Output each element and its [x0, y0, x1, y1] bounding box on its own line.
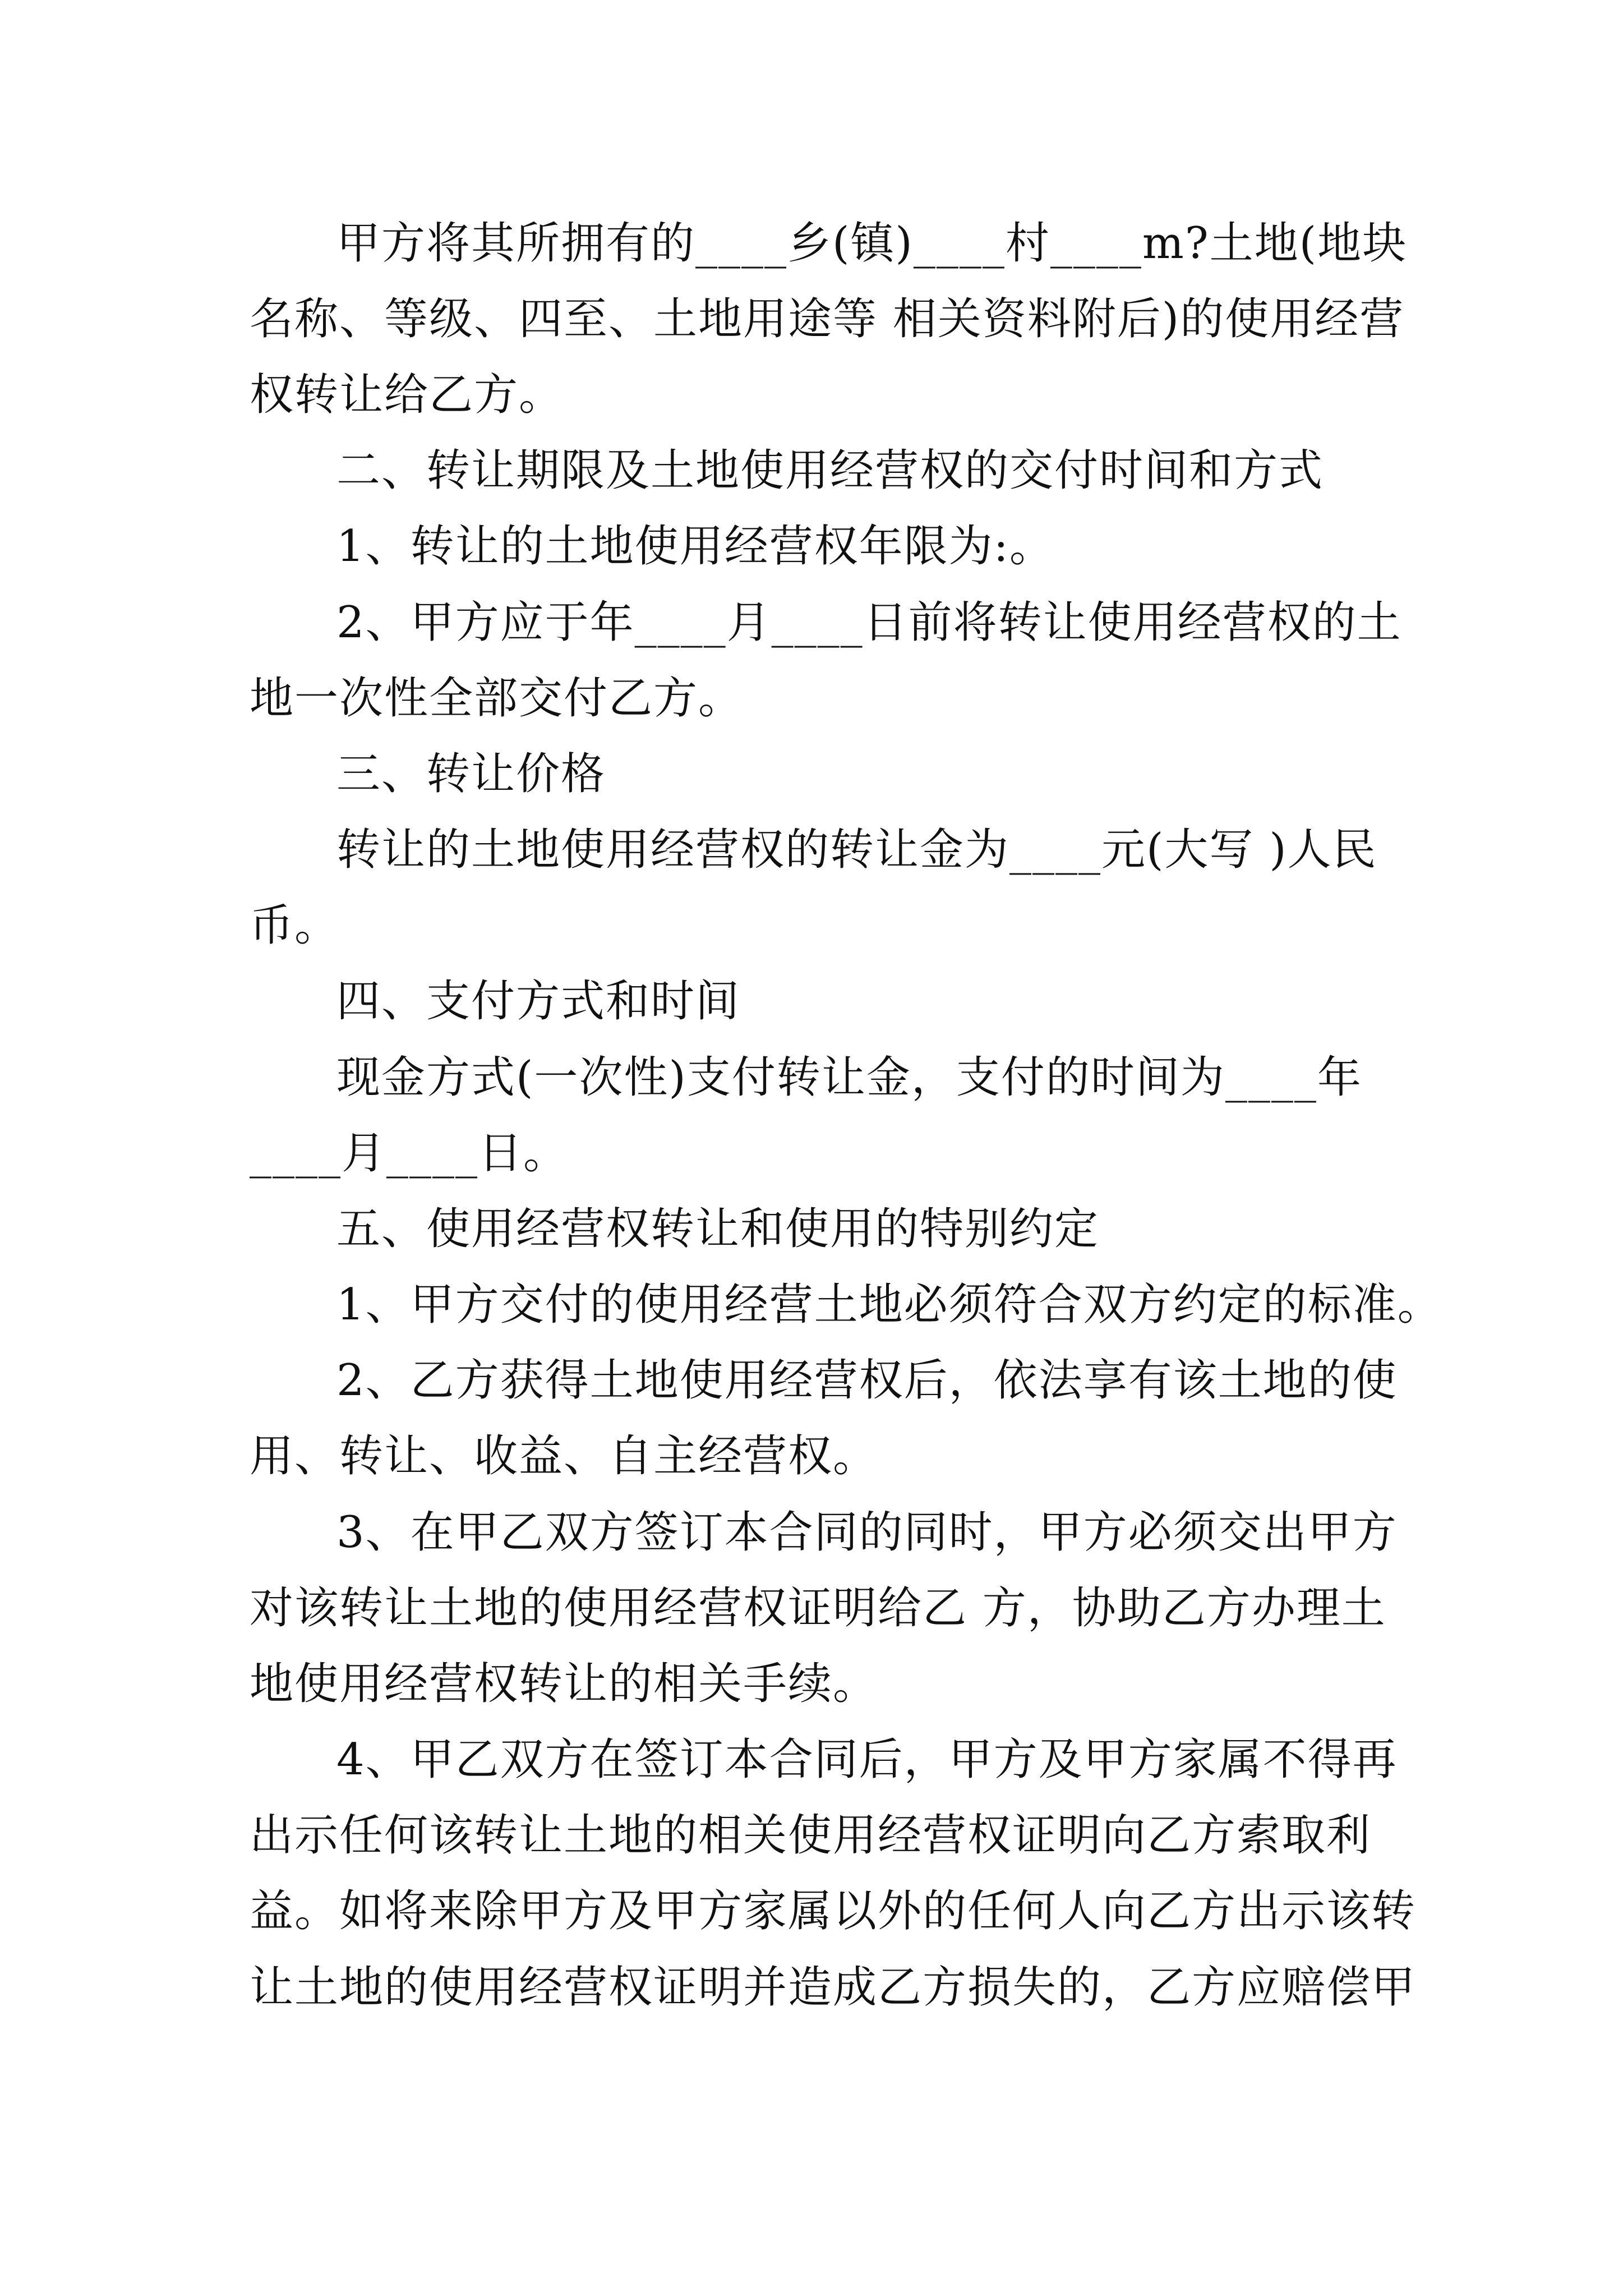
text-line: 权转让给乙方。 — [250, 370, 564, 420]
text-line: 2、乙方获得土地使用经营权后，依法享有该土地的使 — [336, 1355, 1398, 1406]
text-line: 1、转让的土地使用经营权年限为:。 — [336, 521, 1054, 572]
text-line: ____月____日。 — [250, 1128, 569, 1179]
text-line: 名称、等级、四至、土地用途等 相关资料附后)的使用经营 — [250, 294, 1405, 344]
text-line: 出示任何该转让土地的相关使用经营权证明向乙方索取利 — [250, 1810, 1372, 1861]
text-line: 地一次性全部交付乙方。 — [250, 673, 744, 724]
text-line: 现金方式(一次性)支付转让金，支付的时间为____年 — [336, 1052, 1362, 1103]
text-line: 4、甲乙双方在签订本合同后，甲方及甲方家属不得再 — [336, 1734, 1398, 1785]
section-heading: 五、使用经营权转让和使用的特别约定 — [336, 1204, 1100, 1254]
text-line: 对该转让土地的使用经营权证明给乙 方，协助乙方办理土 — [250, 1583, 1386, 1634]
text-line: 2、甲方应于年____月____日前将转让使用经营权的土 — [336, 597, 1402, 648]
text-line: 转让的土地使用经营权的转让金为____元(大写 )人民 — [336, 825, 1377, 875]
text-line: 让土地的使用经营权证明并造成乙方损失的，乙方应赔偿甲 — [250, 1962, 1417, 2013]
text-line: 益。如将来除甲方及甲方家属以外的任何人向乙方出示该转 — [250, 1886, 1417, 1936]
text-line: 3、在甲乙双方签订本合同的同时，甲方必须交出甲方 — [336, 1507, 1398, 1558]
section-heading: 二、转让期限及土地使用经营权的交付时间和方式 — [336, 445, 1324, 496]
text-line: 用、转让、收益、自主经营权。 — [250, 1431, 878, 1481]
text-line: 1、甲方交付的使用经营土地必须符合双方约定的标准。 — [336, 1280, 1442, 1330]
section-heading: 四、支付方式和时间 — [336, 976, 741, 1027]
section-heading: 三、转让价格 — [336, 749, 606, 799]
text-line: 甲方将其所拥有的____乡(镇)____村____m?土地(地块 — [336, 218, 1408, 269]
text-line: 币。 — [250, 900, 340, 951]
text-line: 地使用经营权转让的相关手续。 — [250, 1659, 878, 1709]
